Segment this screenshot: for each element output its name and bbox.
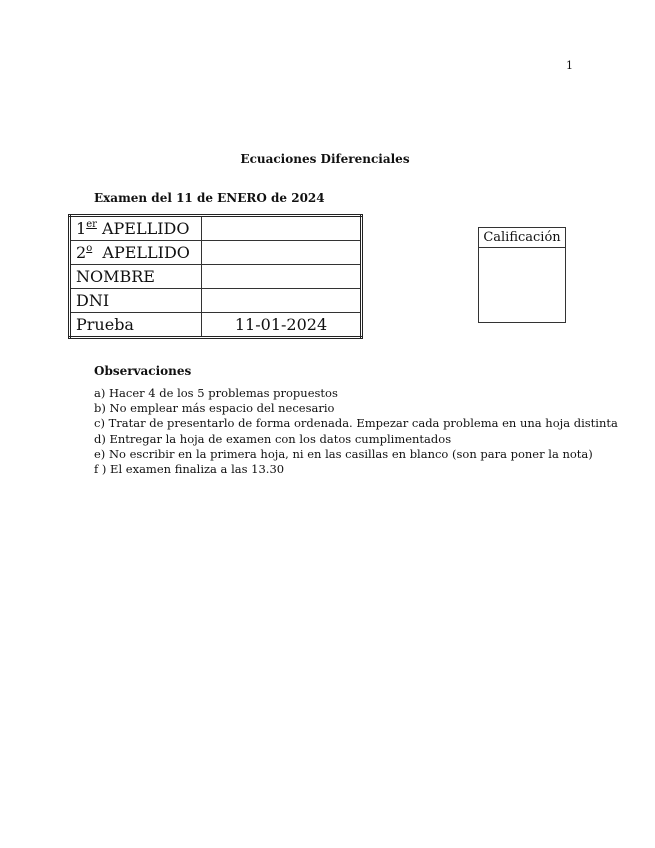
observations-list [94,386,618,477]
list-item: e) No escribir en la primera hoja, ni en las casillas en blanco (son para poner la nota) [94,446,593,461]
table-row [70,241,362,265]
first-surname-label: 1er APELLIDO [70,216,202,241]
test-date-value: 11-01-2024 [202,313,362,338]
list-item: d) Entregar la hoja de examen con los datos cumplimentados [94,431,452,446]
second-surname-label: 2$^o$ APELLIDO [70,241,202,265]
observations-title: Observaciones [94,364,192,378]
list-item: a) Hacer 4 de los 5 problemas propuestos [94,386,338,400]
list-item: f ) El examen finaliza a las 13.30 [94,462,285,477]
exam-title: Examen del 11 de ENERO de 2024 [94,191,325,205]
grade-label: Calificación [479,228,565,248]
name-field[interactable] [202,265,362,289]
page-number: 1 [566,59,573,72]
table-row [70,216,362,241]
name-label: NOMBRE [70,265,202,289]
grade-box [478,227,566,323]
identification-table [68,214,363,339]
course-title: Ecuaciones Diferenciales [240,152,410,166]
table-row [70,289,362,313]
test-label: Prueba [70,313,202,338]
dni-label: DNI [70,289,202,313]
table-row [70,313,362,338]
table-row [70,265,362,289]
dni-field[interactable] [202,289,362,313]
list-item: c) Tratar de presentarlo de forma ordenada. Empezar cada problema en una hoja distinta [94,416,618,431]
second-surname-field[interactable] [202,241,362,265]
list-item: b) No emplear más espacio del necesario [94,401,335,416]
first-surname-field[interactable] [202,216,362,241]
